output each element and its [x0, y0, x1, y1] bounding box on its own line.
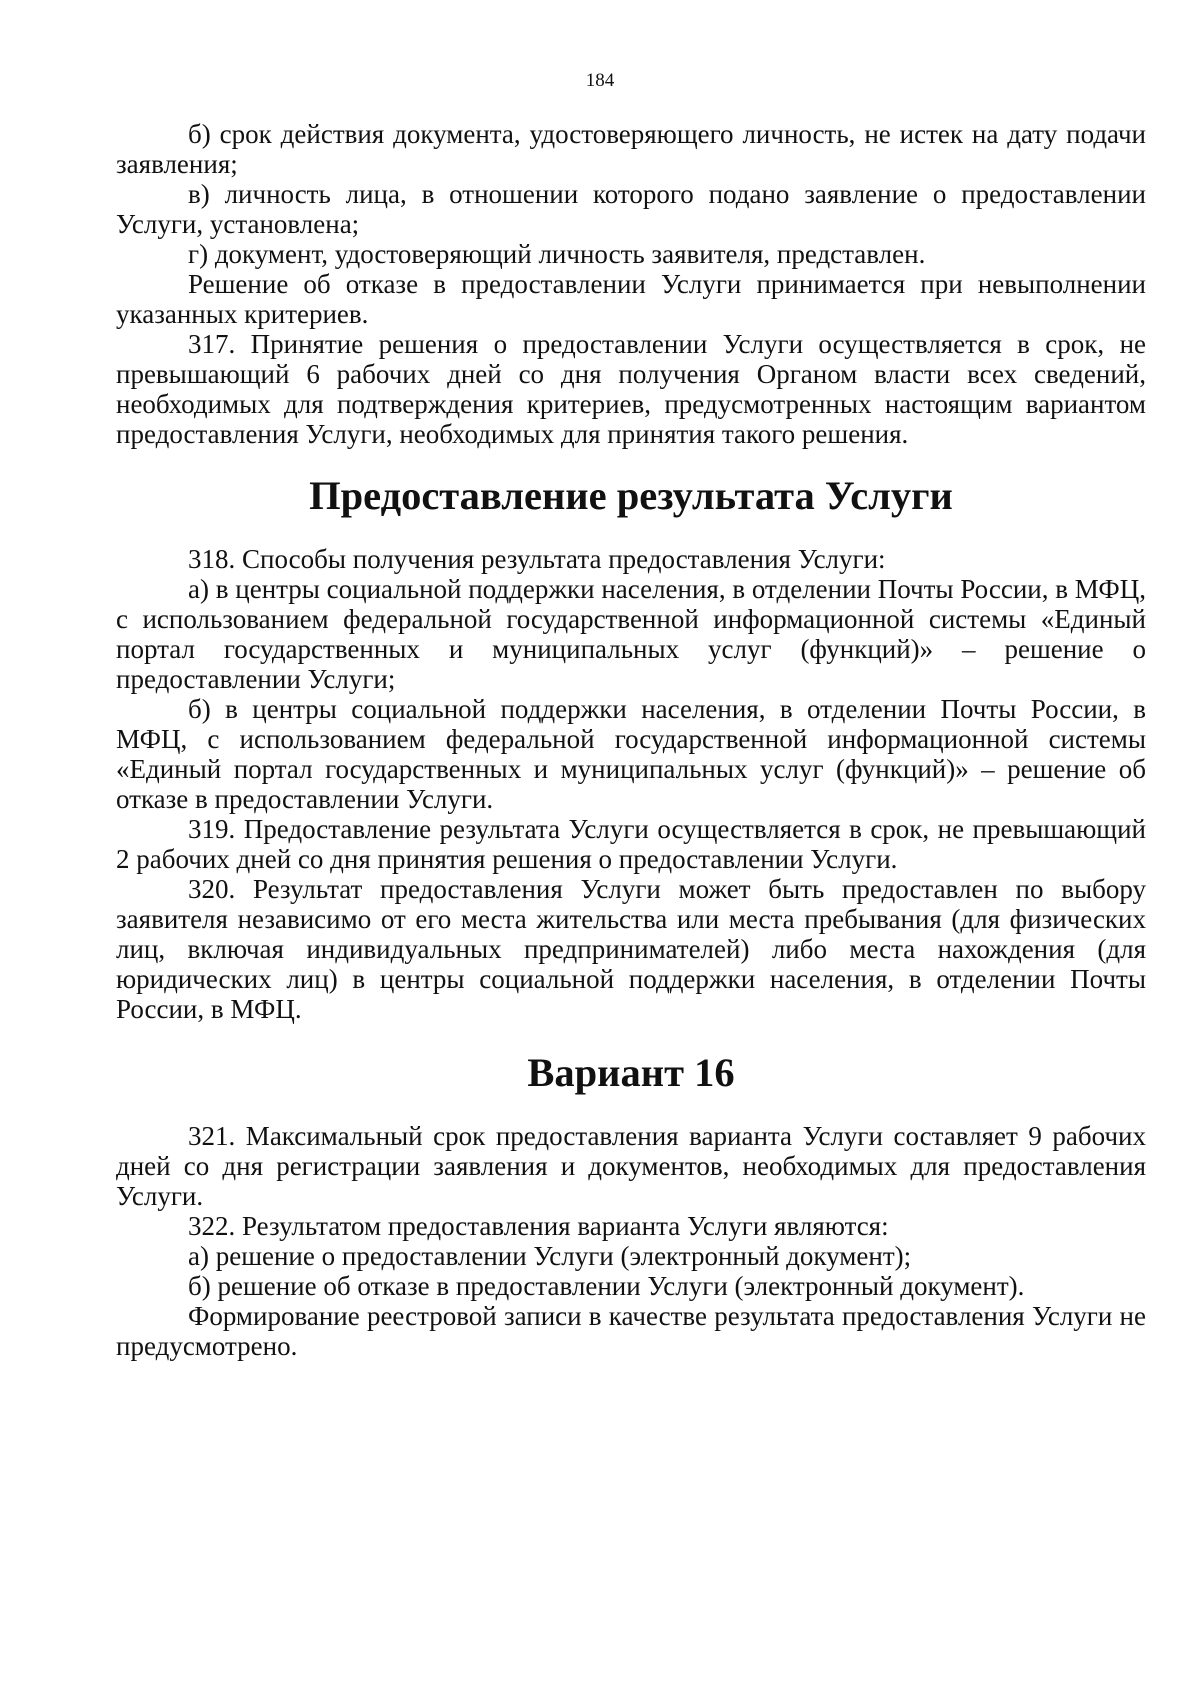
paragraph-322-item-a: а) решение о предоставлении Услуги (электронный документ); [188, 1241, 912, 1271]
paragraph-317: 317. Принятие решения о предоставлении Услуги осуществляется в срок, не превышающий 6 рабочих дней со дня получения Органом власти всех сведений, необходимых для подтверждения критериев, предусмотренных настоящим вариантом предоставления Услуги, необходимых для принятия такого решения. [116, 329, 1146, 449]
paragraph-318: 318. Способы получения результата предоставления Услуги: [188, 544, 886, 574]
paragraph-318-item-b: б) в центры социальной поддержки населения, в отделении Почты России, в МФЦ, с использованием федеральной государственной информационной системы «Единый портал государственных и муниципальных услуг (функций)» – решение об отказе в предоставлении Услуги. [116, 694, 1146, 814]
page-number: 184 [585, 70, 615, 91]
paragraph-319: 319. Предоставление результата Услуги осуществляется в срок, не превышающий 2 рабочих дней со дня принятия решения о предоставлении Услуги. [116, 814, 1146, 874]
section-heading-variant-16: Вариант 16 [527, 1050, 735, 1095]
paragraph-refusal-decision: Решение об отказе в предоставлении Услуги принимается при невыполнении указанных критериев. [116, 269, 1146, 329]
paragraph-318-item-a: а) в центры социальной поддержки населения, в отделении Почты России, в МФЦ, с использованием федеральной государственной информационной системы «Единый портал государственных и муниципальных услуг (функций)» – решение о предоставлении Услуги; [116, 574, 1146, 694]
paragraph-validity-item-b: б) срок действия документа, удостоверяющего личность, не истек на дату подачи заявления; [116, 119, 1146, 179]
section-heading-result: Предоставление результата Услуги [309, 473, 953, 518]
paragraph-document-item-g: г) документ, удостоверяющий личность заявителя, представлен. [188, 239, 926, 269]
paragraph-321: 321. Максимальный срок предоставления варианта Услуги составляет 9 рабочих дней со дня регистрации заявления и документов, необходимых для предоставления Услуги. [116, 1121, 1146, 1211]
document-body [116, 119, 1146, 1361]
paragraph-322: 322. Результатом предоставления варианта Услуги являются: [188, 1211, 889, 1241]
paragraph-registry-record: Формирование реестровой записи в качестве результата предоставления Услуги не предусмотрено. [116, 1301, 1146, 1361]
paragraph-identity-item-v: в) личность лица, в отношении которого подано заявление о предоставлении Услуги, установлена; [116, 179, 1146, 239]
paragraph-322-item-b: б) решение об отказе в предоставлении Услуги (электронный документ). [188, 1271, 1025, 1301]
paragraph-320: 320. Результат предоставления Услуги может быть предоставлен по выбору заявителя независимо от его места жительства или места пребывания (для физических лиц, включая индивидуальных предпринимателей) либо места нахождения (для юридических лиц) в центры социальной поддержки населения, в отделении Почты России, в МФЦ. [116, 874, 1146, 1024]
